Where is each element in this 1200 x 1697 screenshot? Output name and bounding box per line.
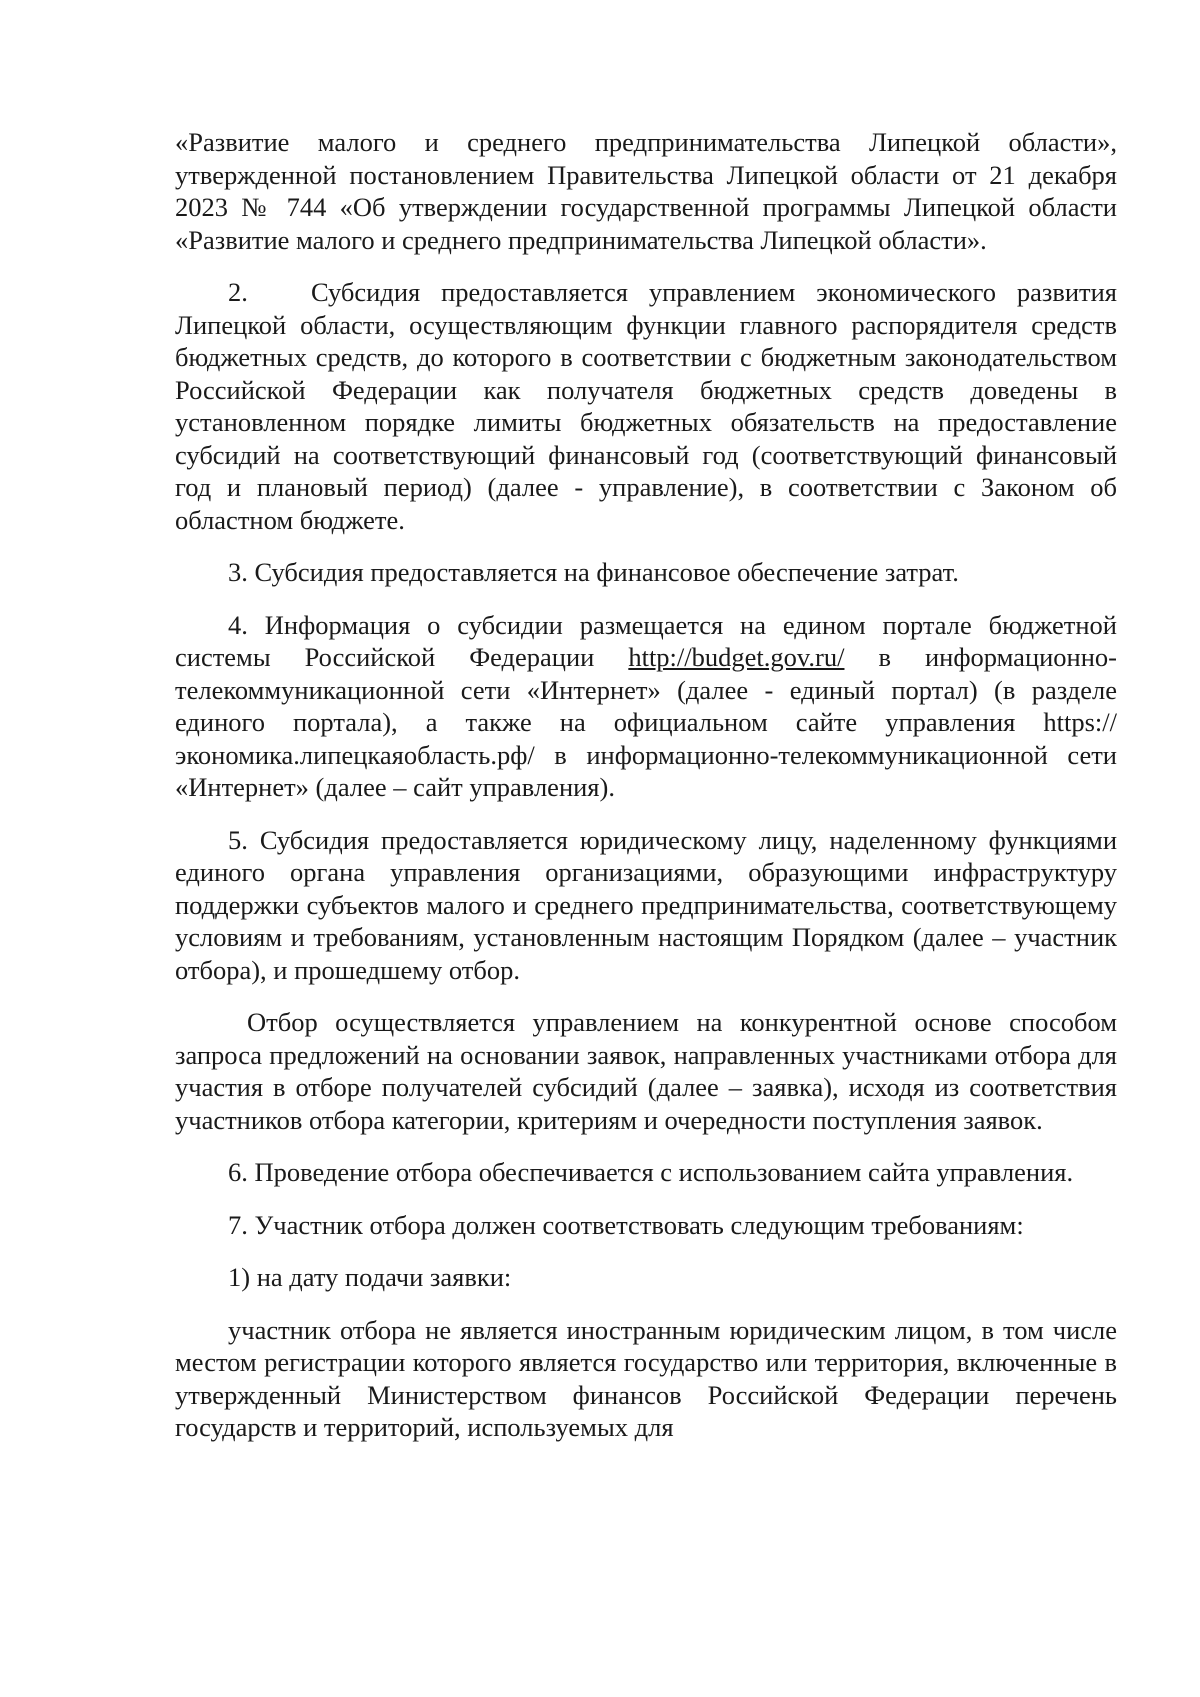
paragraph-2-number: 2. — [228, 277, 248, 307]
paragraph-program-reference: «Развитие малого и среднего предпринимательства Липецкой области», утвержденной постановлением Правительства Липецкой области от 21 декабря 2023 № 744 «Об утверждении государственной программы Липецкой области «Развитие малого и среднего предпринимательства Липецкой области». — [175, 127, 1117, 255]
paragraph-3: 3. Субсидия предоставляется на финансовое обеспечение затрат. — [228, 557, 959, 587]
paragraph-4 — [175, 609, 1117, 804]
paragraph-4-text-end: в информационно-телекоммуникационной сети «Интернет» (далее - единый портал) (в разделе единого портала), а также на официальном сайте управления https://экономика.липецкаяобласть.рф/ в информационно-телекоммуникационной сети «Интернет» (далее – сайт управления). — [175, 642, 1117, 802]
paragraph-7-requirement: участник отбора не является иностранным юридическим лицом, в том числе местом регистрации которого является государство или территория, включенные в утвержденный Министерством финансов Российской Федерации перечень государств и территорий, используемых для — [175, 1314, 1117, 1442]
paragraph-7: 7. Участник отбора должен соответствовать следующим требованиям: — [228, 1209, 1024, 1240]
paragraph-4-text-start: 4. Информация о субсидии размещается на едином портале бюджетной системы Российской Федерации — [175, 609, 1117, 672]
paragraph-7-item-1: 1) на дату подачи заявки: — [228, 1262, 512, 1292]
document-body — [175, 126, 1117, 1444]
paragraph-5: 5. Субсидия предоставляется юридическому лицу, наделенному функциями единого органа управления организациями, образующими инфраструктуру поддержки субъектов малого и среднего предпринимательства, соответствующему условиям и требованиям, установленным настоящим Порядком (далее – участник отбора), и прошедшему отбор. — [175, 824, 1117, 985]
budget-portal-link[interactable]: http://budget.gov.ru/ — [628, 642, 845, 672]
paragraph-2-text: Субсидия предоставляется управлением экономического развития Липецкой области, осуществляющим функции главного распорядителя средств бюджетных средств, до которого в соответствии с бюджетным законодательством Российской Федерации как получателя бюджетных средств доведены в установленном порядке лимиты бюджетных обязательств на предоставление субсидий на соответствующий финансовый год (соответствующий финансовый год и плановый период) (далее - управление), в соответствии с Законом об областном бюджете. — [175, 277, 1117, 535]
paragraph-2 — [175, 276, 1117, 536]
paragraph-6: 6. Проведение отбора обеспечивается с использованием сайта управления. — [228, 1157, 1074, 1187]
paragraph-selection: Отбор осуществляется управлением на конкурентной основе способом запроса предложений на основании заявок, направленных участниками отбора для участия в отборе получателей субсидий (далее – заявка), исходя из соответствия участников отбора категории, критериям и очередности поступления заявок. — [175, 1007, 1117, 1135]
